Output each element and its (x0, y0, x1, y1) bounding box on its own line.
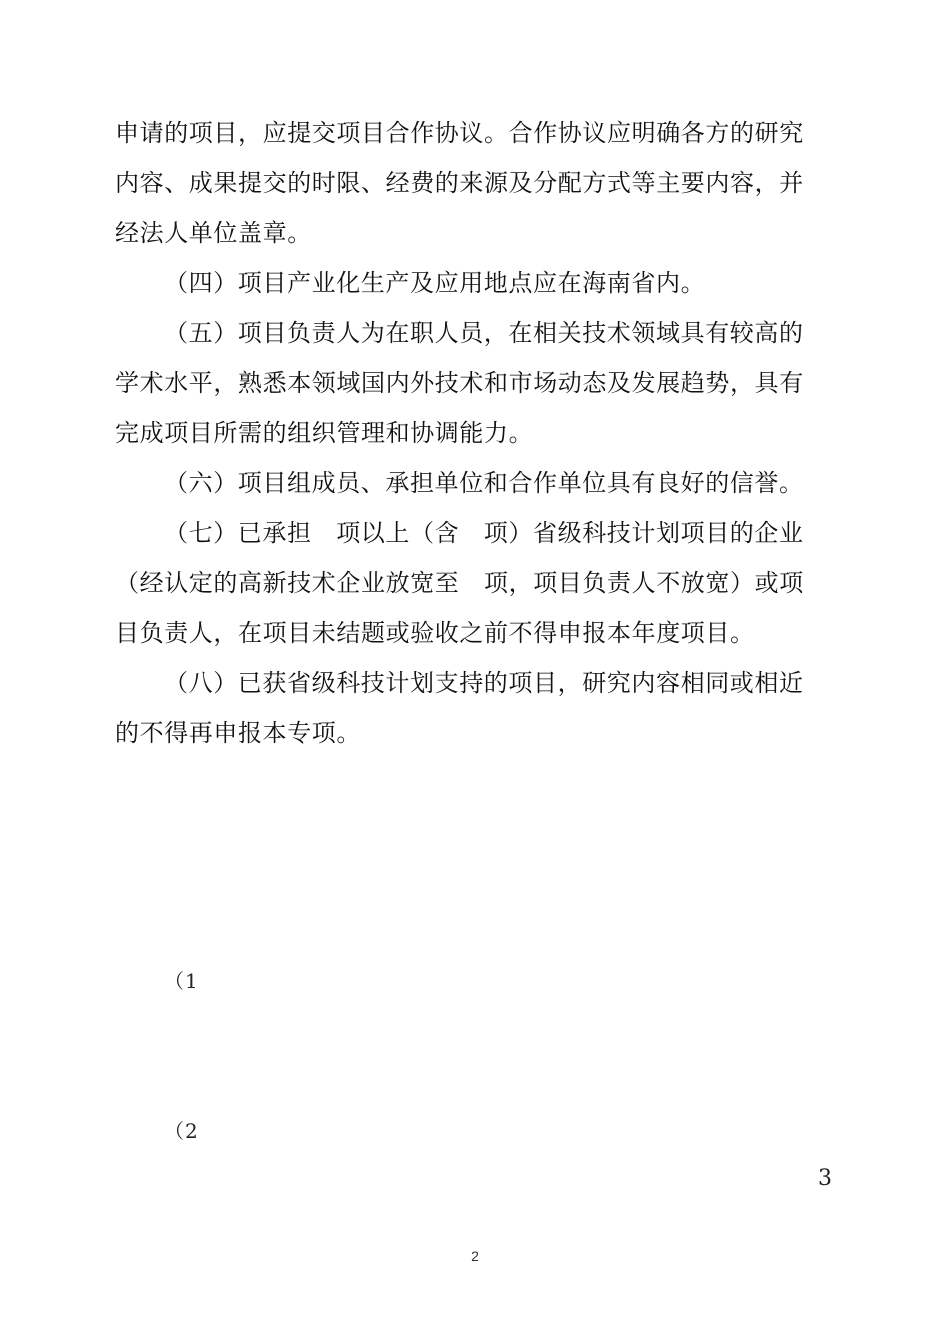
body-text-line: （八）已获省级科技计划支持的项目，研究内容相同或相近 (164, 669, 804, 697)
body-text-line: （五）项目负责人为在职人员，在相关技术领域具有较高的 (164, 319, 804, 347)
body-text-line: 内容、成果提交的时限、经费的来源及分配方式等主要内容，并 (115, 169, 804, 197)
body-text-line: 目负责人，在项目未结题或验收之前不得申报本年度项目。 (115, 619, 755, 647)
body-text-line: 经法人单位盖章。 (115, 219, 312, 247)
body-text-line: 学术水平，熟悉本领域国内外技术和市场动态及发展趋势，具有 (115, 369, 804, 397)
body-text-line: 申请的项目，应提交项目合作协议。合作协议应明确各方的研究 (115, 119, 804, 147)
unrendered-text-line: （1 (164, 969, 199, 993)
body-text-line: （四）项目产业化生产及应用地点应在海南省内。 (164, 269, 706, 297)
margin-number: 3 (818, 1166, 832, 1191)
page-number: 2 (471, 1248, 479, 1264)
body-text-line: （经认定的高新技术企业放宽至 项，项目负责人不放宽）或项 (115, 569, 804, 597)
body-text-line: 的不得再申报本专项。 (115, 719, 361, 747)
unrendered-text-line: （2 (164, 1119, 199, 1143)
body-text-line: （七）已承担 项以上（含 项）省级科技计划项目的企业 (164, 519, 804, 547)
body-text-line: 完成项目所需的组织管理和协调能力。 (115, 419, 534, 447)
body-text-line: （六）项目组成员、承担单位和合作单位具有良好的信誉。 (164, 469, 804, 497)
